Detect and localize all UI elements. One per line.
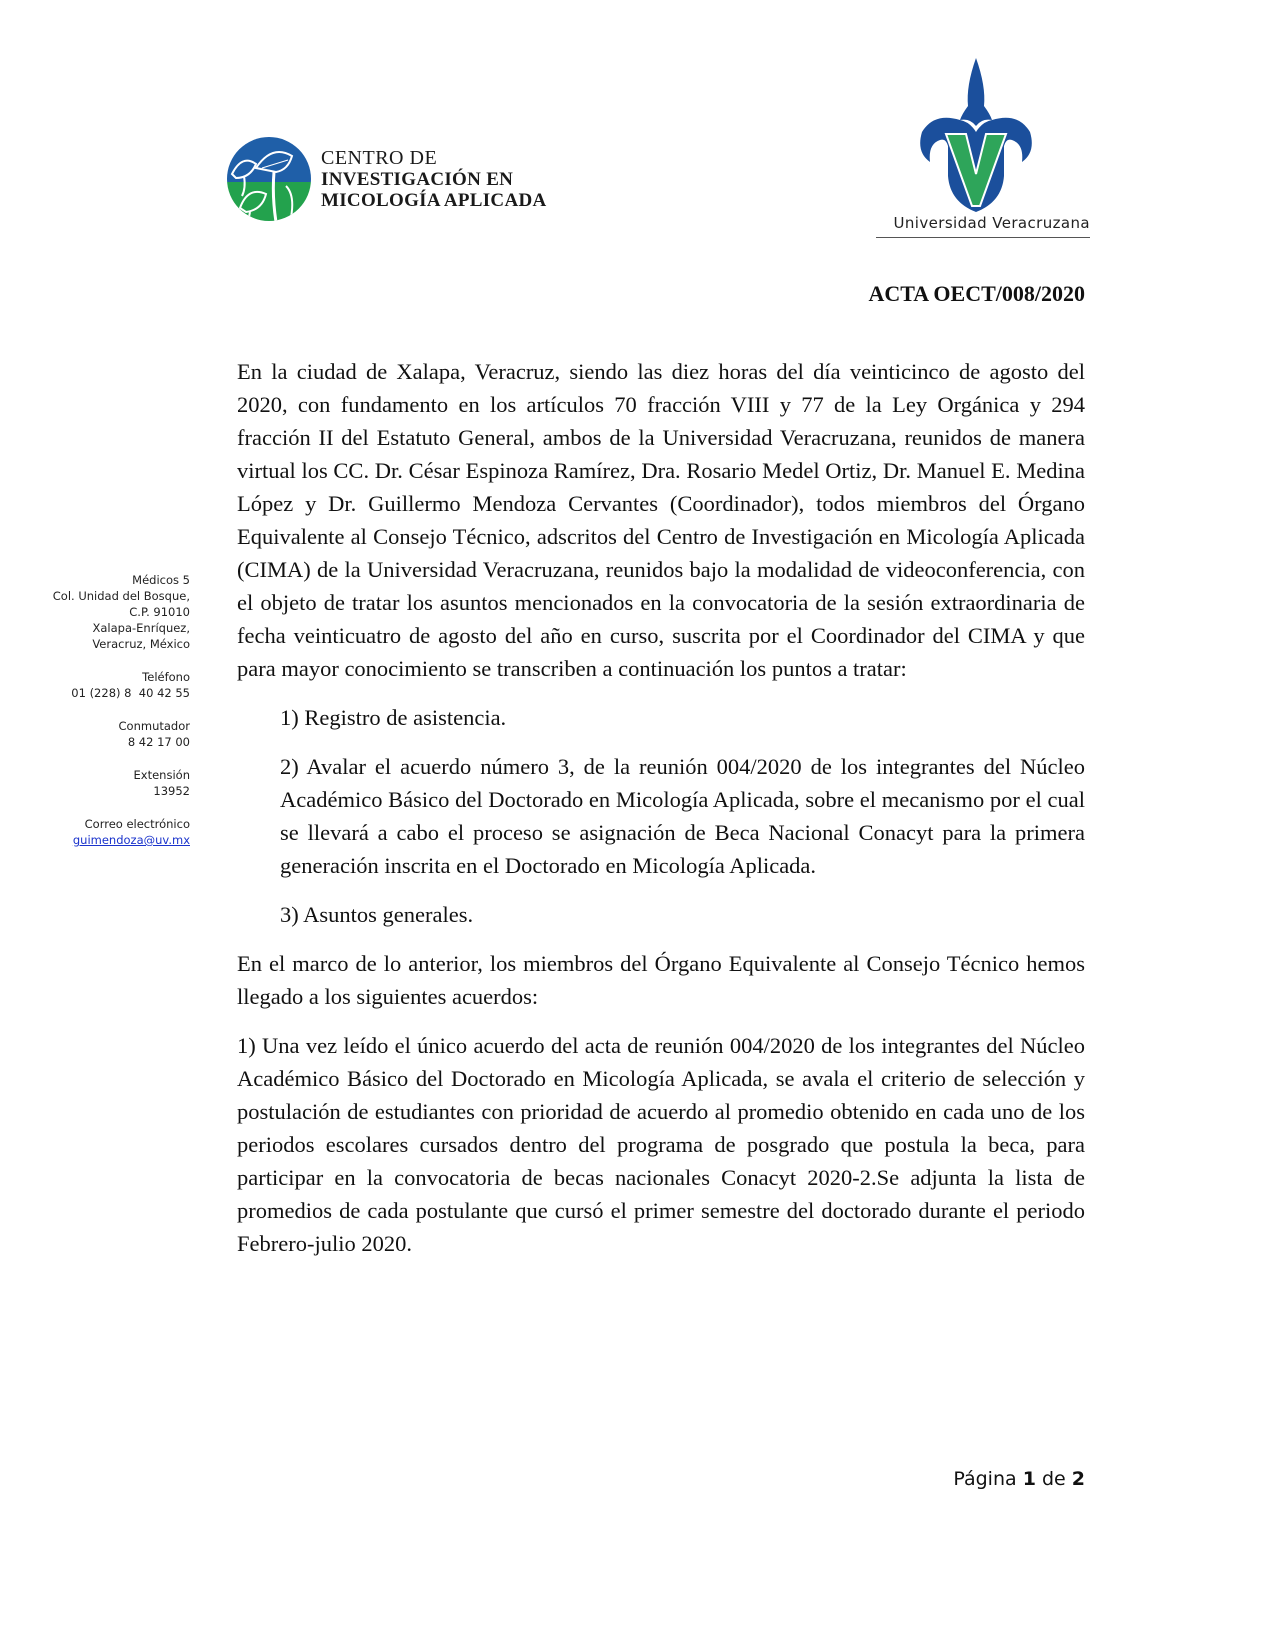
agenda-item: 3) Asuntos generales. bbox=[280, 902, 474, 927]
email-link[interactable]: guimendoza@uv.mx bbox=[72, 833, 190, 847]
total-pages: 2 bbox=[1071, 1468, 1085, 1490]
address-line: Veracruz, México bbox=[92, 637, 190, 651]
address-line: C.P. 91010 bbox=[129, 605, 190, 619]
page-number bbox=[953, 1468, 1085, 1490]
agreement-item: 1) Una vez leído el único acuerdo del acta de reunión 004/2020 de los integrantes del Núcleo Académico Básico del Doctorado en Micología Aplicada, se avala el criterio de selección y postulación de estudiantes con prioridad de acuerdo al promedio obtenido en cada uno de los periodos escolares cursados dentro del programa de posgrado que postula la beca, para participar en la convocatoria de becas nacionales Conacyt 2020-2.Se adjunta la lista de promedios de cada postulante que cursó el primer semestre del doctorado durante el periodo Febrero-julio 2020. bbox=[237, 1033, 1085, 1256]
of-word: de bbox=[1041, 1468, 1066, 1490]
agenda-item: 2) Avalar el acuerdo número 3, de la reunión 004/2020 de los integrantes del Núcleo Académico Básico del Doctorado en Micología Aplicada, sobre el mecanismo por el cual se llevará a cabo el proceso se asignación de Beca Nacional Conacyt para la primera generación inscrita en el Doctorado en Micología Aplicada. bbox=[280, 754, 1085, 878]
current-page: 1 bbox=[1022, 1468, 1036, 1490]
page-word: Página bbox=[953, 1468, 1017, 1490]
contact-address bbox=[40, 572, 190, 652]
contact-phone bbox=[40, 669, 190, 701]
cima-logo-line1: CENTRO DE bbox=[321, 147, 438, 169]
uv-logo bbox=[876, 56, 1096, 242]
phone-number: 01 (228) 8 40 42 55 bbox=[71, 686, 190, 700]
switchboard-label: Conmutador bbox=[118, 719, 190, 733]
intro-paragraph: En la ciudad de Xalapa, Veracruz, siendo las diez horas del día veinticinco de agosto del 2020, con fundamento en los artículos 70 fracción VIII y 77 de la Ley Orgánica y 294 fracción II del Estatuto General, ambos de la Universidad Veracruzana, reunidos de manera virtual los CC. Dr. César Espinoza Ramírez, Dra. Rosario Medel Ortiz, Dr. Manuel E. Medina López y Dr. Guillermo Mendoza Cervantes (Coordinador), todos miembros del Órgano Equivalente al Consejo Técnico, adscritos del Centro de Investigación en Micología Aplicada (CIMA) de la Universidad Veracruzana, reunidos bajo la modalidad de videoconferencia, con el objeto de tratar los asuntos mencionados en la convocatoria de la sesión extraordinaria de fecha veinticuatro de agosto del año en curso, suscrita por el Coordinador del CIMA y que para mayor conocimiento se transcriben a continuación los puntos a tratar: bbox=[237, 359, 1085, 681]
contact-sidebar bbox=[40, 572, 190, 865]
mushroom-circle-logo-icon bbox=[226, 136, 312, 222]
cima-logo-line2: INVESTIGACIÓN EN bbox=[321, 169, 514, 190]
fleur-de-lis-v-emblem-icon bbox=[916, 56, 1036, 214]
cima-logo-line3: MICOLOGÍA APLICADA bbox=[321, 190, 547, 211]
address-line: Xalapa-Enríquez, bbox=[92, 621, 190, 635]
switchboard-number: 8 42 17 00 bbox=[127, 735, 190, 749]
document-title: ACTA OECT/008/2020 bbox=[868, 281, 1085, 306]
document-body bbox=[237, 355, 1085, 1260]
agenda-item: 1) Registro de asistencia. bbox=[280, 705, 507, 730]
contact-email bbox=[40, 816, 190, 848]
framework-paragraph: En el marco de lo anterior, los miembros del Órgano Equivalente al Consejo Técnico hemos llegado a los siguientes acuerdos: bbox=[237, 951, 1085, 1009]
uv-logo-name: Universidad Veracruzana bbox=[893, 214, 1090, 232]
extension-label: Extensión bbox=[133, 768, 190, 782]
extension-number: 13952 bbox=[153, 784, 190, 798]
contact-switchboard bbox=[40, 718, 190, 750]
cima-logo-text bbox=[321, 148, 547, 211]
address-line: Médicos 5 bbox=[132, 573, 190, 587]
email-label: Correo electrónico bbox=[84, 817, 190, 831]
phone-label: Teléfono bbox=[142, 670, 190, 684]
uv-logo-underline bbox=[876, 237, 1090, 238]
address-line: Col. Unidad del Bosque, bbox=[52, 589, 190, 603]
contact-extension bbox=[40, 767, 190, 799]
cima-logo bbox=[226, 136, 566, 224]
